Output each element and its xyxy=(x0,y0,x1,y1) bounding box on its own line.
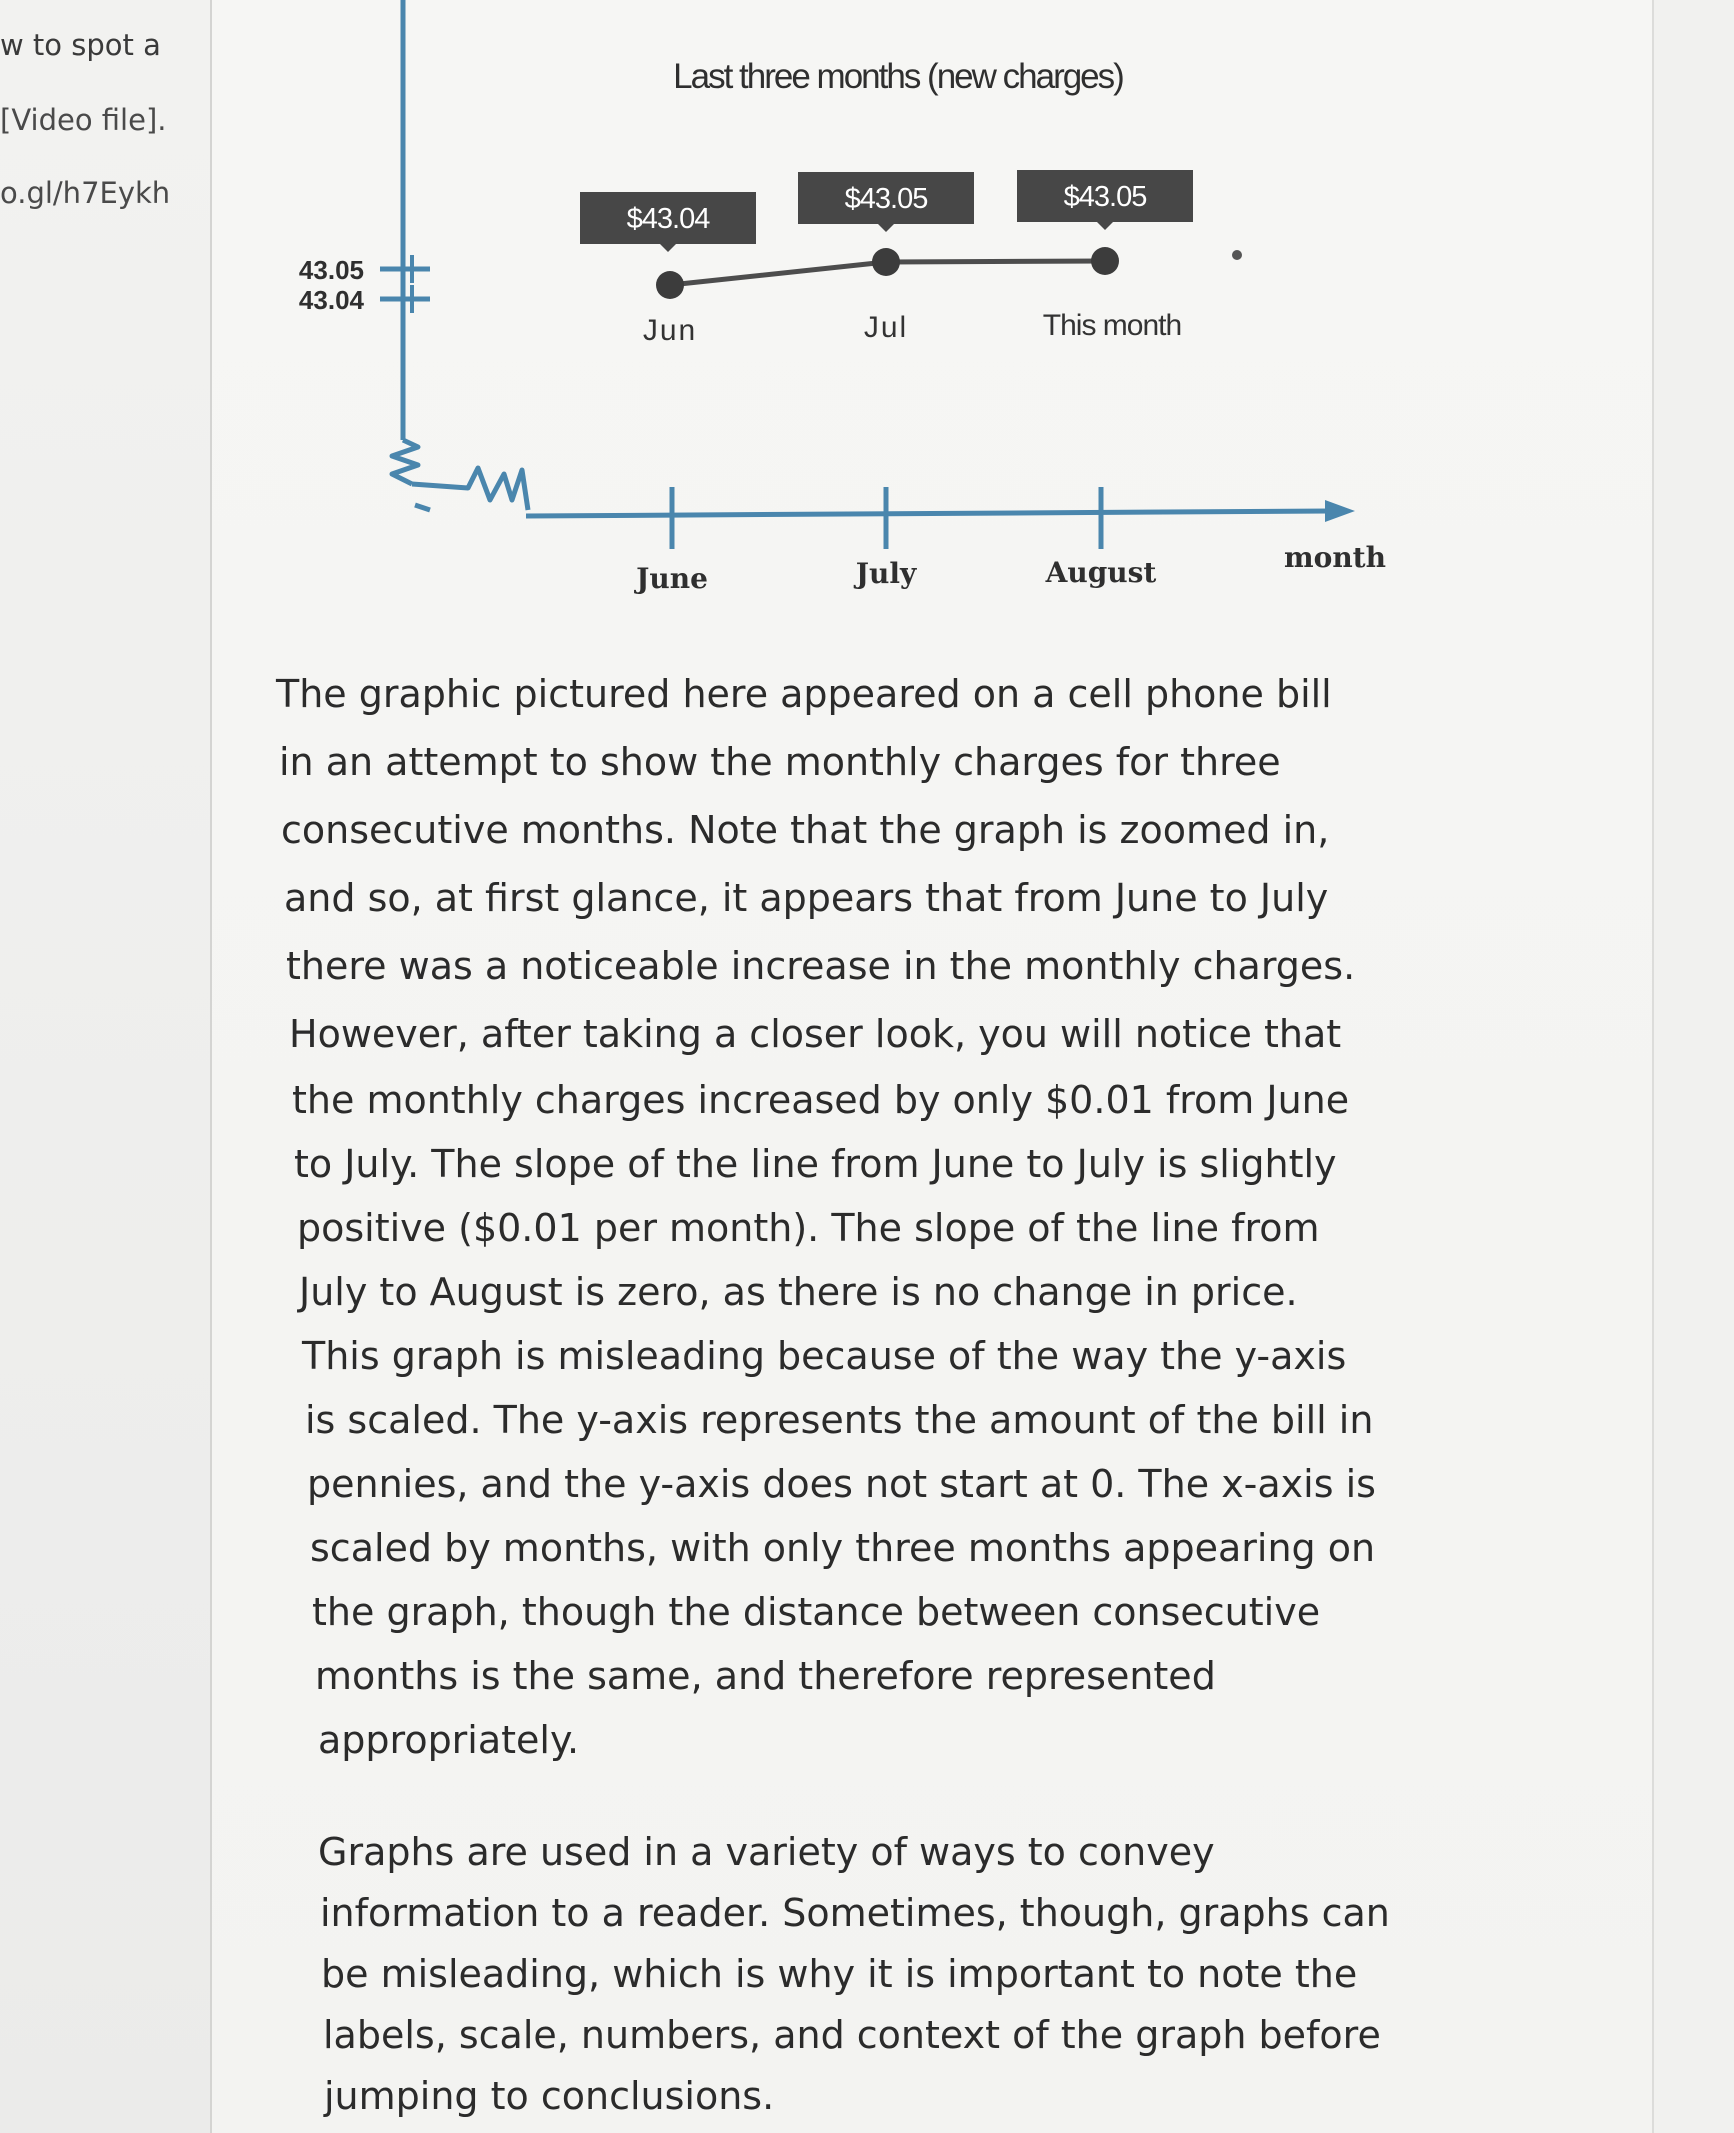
data-point xyxy=(1091,247,1119,275)
x-axis-label: month xyxy=(1284,541,1386,574)
data-point xyxy=(656,271,684,299)
misleading-chart-figure xyxy=(0,0,1734,640)
category-label: Jun xyxy=(642,314,698,347)
paragraph-1-line: in an attempt to show the monthly charges for three xyxy=(279,740,1281,784)
x-tick-label: August xyxy=(1045,556,1157,589)
x-tick-label: June xyxy=(636,562,708,595)
paragraph-2-line: Graphs are used in a variety of ways to convey xyxy=(318,1830,1215,1874)
x-axis-ticks xyxy=(633,487,1156,595)
paragraph-1-line: consecutive months. Note that the graph is zoomed in, xyxy=(281,808,1330,852)
paragraph-1-line: the monthly charges increased by only $0.01 from June xyxy=(292,1078,1350,1122)
value-label-tail xyxy=(1097,222,1113,230)
paragraph-1-line: July to August is zero, as there is no change in price. xyxy=(299,1270,1298,1314)
paragraph-1-line: positive ($0.01 per month). The slope of the line from xyxy=(297,1206,1320,1250)
sidebar-url-link[interactable]: o.gl/h7Eykh xyxy=(0,176,171,210)
chart-title: Last three months (new charges) xyxy=(673,57,1123,96)
paragraph-1-line: months is the same, and therefore represented xyxy=(315,1654,1216,1698)
x-axis-arrowhead xyxy=(1325,500,1355,522)
y-axis xyxy=(392,0,418,484)
sidebar-text-1: w to spot a xyxy=(0,28,161,62)
paragraph-2-line: jumping to conclusions. xyxy=(324,2074,775,2118)
sidebar-video-link[interactable]: [Video file]. xyxy=(0,103,167,137)
category-label: Jul xyxy=(863,311,909,344)
paragraph-1-line: appropriately. xyxy=(318,1718,580,1762)
value-label-tail xyxy=(660,244,676,252)
paragraph-1-line: there was a noticeable increase in the monthly charges. xyxy=(286,944,1356,988)
paragraph-1-line: the graph, though the distance between consecutive xyxy=(312,1590,1321,1634)
paragraph-2-line: information to a reader. Sometimes, though, graphs can xyxy=(320,1891,1390,1935)
y-tick-label: 43.05 xyxy=(298,255,364,285)
category-label: This month xyxy=(1042,309,1182,342)
x-tick-label: July xyxy=(855,557,917,590)
y-ticks xyxy=(299,255,430,315)
paragraph-1-line: and so, at first glance, it appears that from June to July xyxy=(284,876,1329,920)
paragraph-1-line: However, after taking a closer look, you will notice that xyxy=(289,1012,1342,1056)
article-paragraph-2 xyxy=(318,1822,1390,2127)
article-paragraph-1 xyxy=(276,660,1376,1772)
data-point xyxy=(872,248,900,276)
paragraph-1-line: The graphic pictured here appeared on a cell phone bill xyxy=(276,672,1332,716)
paragraph-1-line: pennies, and the y-axis does not start at 0. The x-axis is xyxy=(307,1462,1376,1506)
stray-dot xyxy=(1232,250,1242,260)
data-label: $43.05 xyxy=(1063,181,1147,213)
paragraph-2-line: labels, scale, numbers, and context of the graph before xyxy=(323,2013,1381,2057)
paragraph-1-line: This graph is misleading because of the way the y-axis xyxy=(302,1334,1347,1378)
y-tick-label: 43.04 xyxy=(298,285,364,315)
data-label: $43.04 xyxy=(626,203,710,235)
series-line xyxy=(656,247,1119,299)
paragraph-1-line: scaled by months, with only three months appearing on xyxy=(310,1526,1376,1570)
paragraph-1-line: is scaled. The y-axis represents the amount of the bill in xyxy=(305,1398,1374,1442)
paragraph-1-line: to July. The slope of the line from June to July is slightly xyxy=(294,1142,1337,1186)
data-label: $43.05 xyxy=(844,183,928,215)
value-label-tail xyxy=(878,224,894,232)
paragraph-2-line: be misleading, which is why it is important to note the xyxy=(321,1952,1358,1996)
